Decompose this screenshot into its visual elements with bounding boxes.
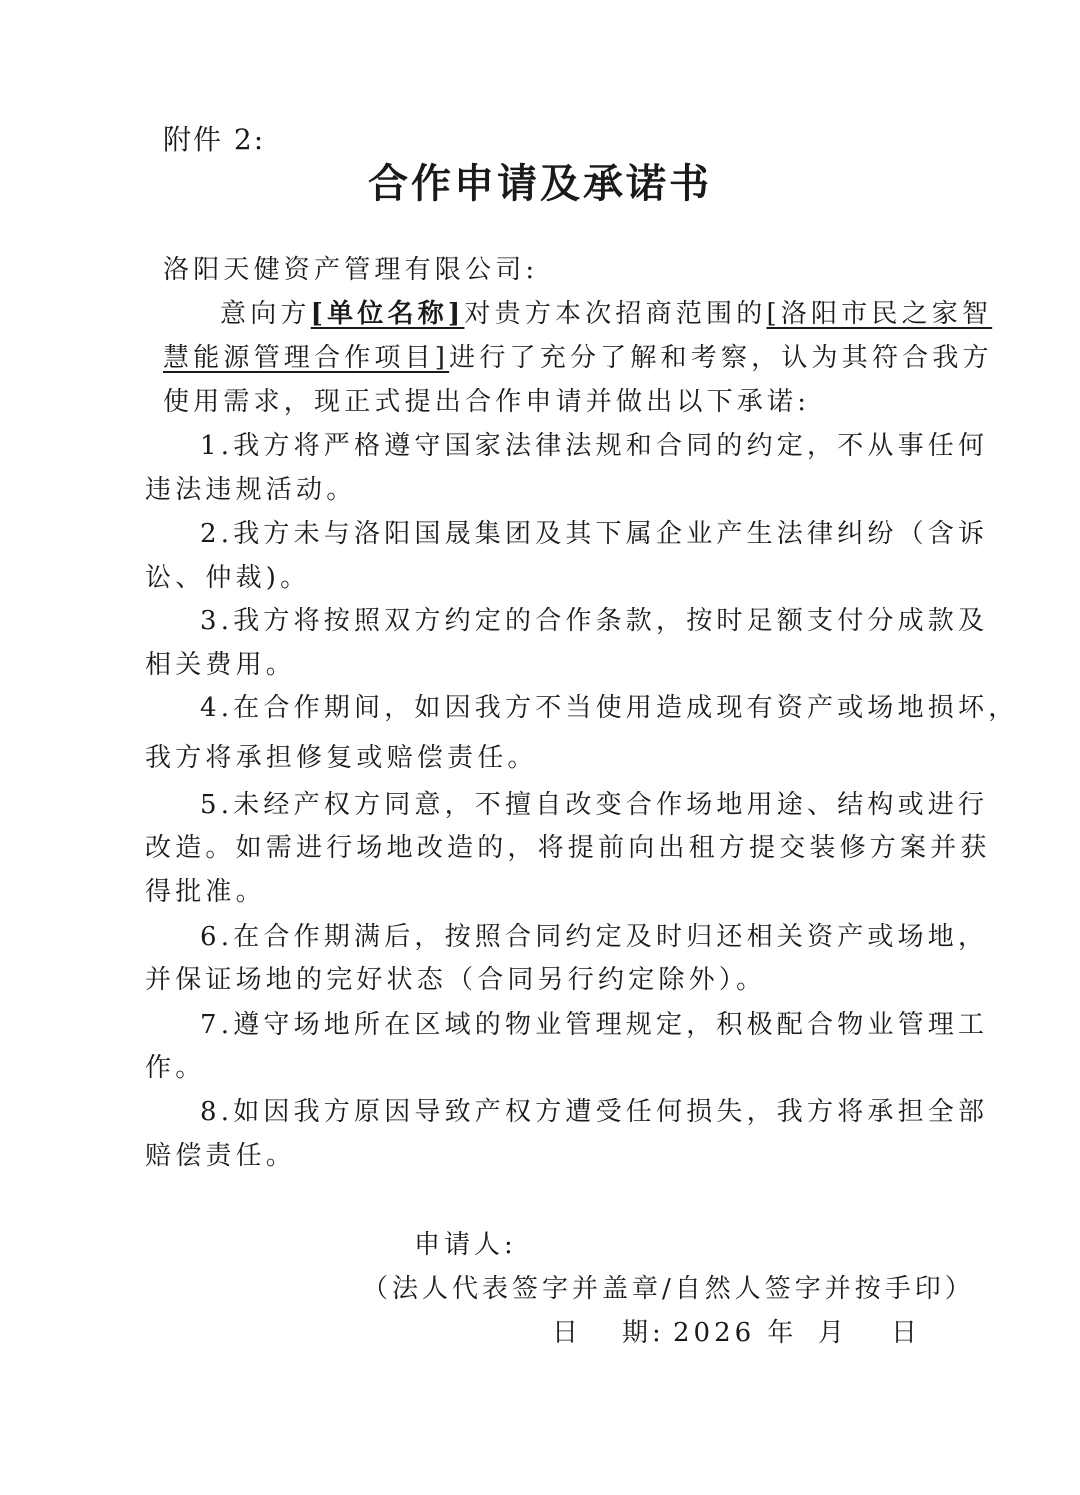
- commitment-5-line-3: 得批准。: [145, 877, 266, 907]
- commitment-5-line-2: 改造。如需进行场地改造的，将提前向出租方提交装修方案并获: [145, 833, 991, 863]
- commitment-7-line-2: 作。: [145, 1053, 206, 1083]
- commitment-8-line-1: 8.如因我方原因导致产权方遭受任何损失，我方将承担全部: [200, 1097, 989, 1127]
- date-label-2: 期:: [622, 1318, 665, 1348]
- intro-prefix: 意向方: [220, 299, 311, 329]
- commitment-1-line-2: 违法违规活动。: [145, 475, 357, 505]
- commitment-3-line-2: 相关费用。: [145, 650, 297, 680]
- company-name-placeholder: [单位名称]: [310, 299, 465, 329]
- intro-line-1: [220, 296, 992, 332]
- intro-line-3: 使用需求，现正式提出合作申请并做出以下承诺:: [163, 387, 811, 417]
- commitment-3-line-1: 3.我方将按照双方约定的合作条款，按时足额支付分成款及: [200, 606, 989, 636]
- commitment-6-line-1: 6.在合作期满后，按照合同约定及时归还相关资产或场地，: [200, 922, 989, 952]
- commitment-4-line-1: 4.在合作期间，如因我方不当使用造成现有资产或场地损坏，: [200, 693, 1019, 723]
- addressee: 洛阳天健资产管理有限公司:: [163, 255, 539, 285]
- signature-note: （法人代表签字并盖章/自然人签字并按手印）: [362, 1274, 975, 1304]
- commitment-2-line-2: 讼、仲裁)。: [145, 563, 311, 593]
- commitment-2-line-1: 2.我方未与洛阳国晟集团及其下属企业产生法律纠纷（含诉: [200, 519, 989, 549]
- date-month: 月: [818, 1318, 849, 1348]
- applicant-label: 申请人:: [414, 1230, 517, 1260]
- project-name-part1: [洛阳市民之家智: [766, 299, 993, 329]
- commitment-6-line-2: 并保证场地的完好状态（合同另行约定除外）。: [145, 965, 767, 995]
- intro-suffix: 进行了充分了解和考察，认为其符合我方: [449, 343, 993, 373]
- date-year: 2026 年: [673, 1318, 798, 1348]
- attachment-label: 附件 2:: [163, 123, 266, 156]
- commitment-7-line-1: 7.遵守场地所在区域的物业管理规定，积极配合物业管理工: [200, 1010, 989, 1040]
- commitment-4-line-2: 我方将承担修复或赔偿责任。: [145, 743, 538, 773]
- commitment-1-line-1: 1.我方将严格遵守国家法律法规和合同的约定，不从事任何: [200, 431, 989, 461]
- date-label-1: 日: [552, 1318, 583, 1348]
- intro-mid: 对贵方本次招商范围的: [464, 299, 767, 329]
- commitment-5-line-1: 5.未经产权方同意，不擅自改变合作场地用途、结构或进行: [200, 790, 989, 820]
- commitment-8-line-2: 赔偿责任。: [145, 1141, 297, 1171]
- project-name-part2: 慧能源管理合作项目]: [163, 343, 450, 373]
- date-day: 日: [891, 1318, 922, 1348]
- intro-line-2: [163, 340, 993, 376]
- document-title: 合作申请及承诺书: [368, 160, 712, 207]
